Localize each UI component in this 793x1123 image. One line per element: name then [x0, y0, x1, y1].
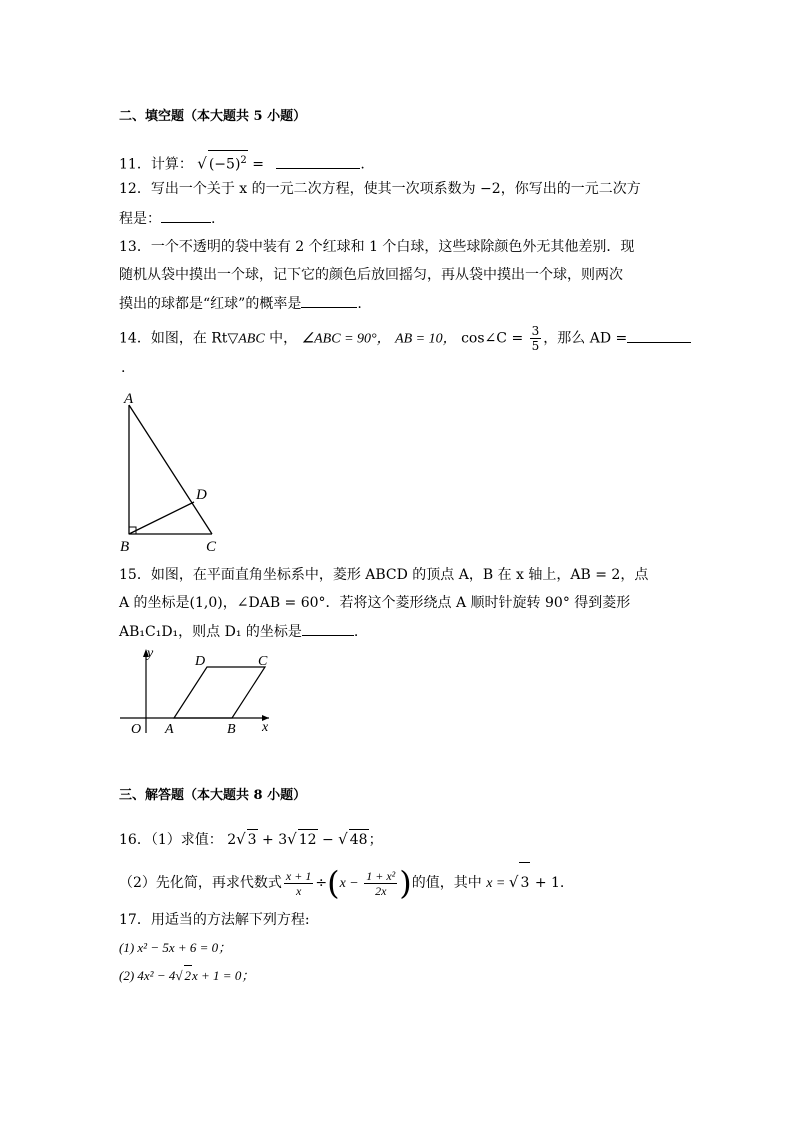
q11-radicand-text: (−5)	[208, 156, 241, 173]
q16-f2-den: 2x	[375, 883, 387, 898]
figure-14-triangle	[117, 387, 227, 557]
q14-cos: cos∠C =	[461, 330, 528, 347]
q16-plus-3: + 3	[257, 832, 288, 848]
q16-p2-mid: 的值，其中	[411, 875, 482, 891]
q16-minus: −	[317, 832, 339, 848]
section-heading-fill-in: 二、填空题（本大题共 5 小题）	[119, 109, 307, 124]
q16-f1-den: x	[295, 883, 302, 898]
sqrt-symbol: √	[508, 873, 519, 891]
q17-p2-a: (2) 4x² − 4	[119, 968, 176, 983]
q14-frac-den: 5	[531, 339, 540, 353]
left-paren: (	[327, 864, 340, 902]
q16-p2-end: .	[559, 875, 565, 891]
q17-sqrt-2: 2	[184, 965, 193, 986]
q14-suffix: ，那么 AD =	[543, 330, 628, 347]
q16-sqrt-3b: 3	[519, 862, 530, 903]
sqrt-symbol: √	[236, 830, 246, 848]
question-14	[119, 324, 691, 353]
question-12-line2	[119, 208, 215, 229]
q11-exponent: 2	[240, 155, 247, 166]
q14-dot: .	[121, 360, 126, 376]
figure-15-rhombus	[117, 645, 277, 740]
sqrt-symbol: √	[338, 830, 348, 848]
segment-bd	[129, 502, 194, 534]
label-y: y	[147, 646, 154, 661]
q15-prefix: AB₁C₁D₁，则点 D₁ 的坐标是	[119, 624, 302, 640]
question-15-line1: 15．如图，在平面直角坐标系中，菱形 ABCD 的顶点 A，B 在 x 轴上，AB = 2，点	[119, 567, 649, 583]
label-c: C	[258, 654, 268, 669]
q11-prefix: 11．计算：	[119, 156, 193, 173]
q13-prefix: 摸出的球都是“红球”的概率是	[119, 296, 302, 312]
side-ac	[129, 405, 212, 534]
q14-angle: ∠ABC = 90°，	[301, 331, 391, 347]
question-15-line2: A 的坐标是(1,0)，∠DAB = 60°．若将这个菱形绕点 A 顺时针旋转 90° 得到菱形	[119, 595, 631, 611]
q13-end: .	[357, 296, 362, 312]
triangle-symbol: ▽	[227, 330, 239, 347]
q14-prefix: 14．如图，在 Rt	[119, 330, 228, 347]
label-d: D	[195, 654, 206, 669]
question-16-part2	[119, 862, 564, 902]
question-17-title: 17．用适当的方法解下列方程:	[119, 912, 310, 928]
sqrt-symbol: √	[287, 830, 297, 848]
q16-fraction-2	[364, 869, 397, 898]
q11-radicand	[208, 150, 248, 175]
label-b: B	[120, 539, 130, 555]
q16-sqrt-12: 12	[298, 829, 318, 850]
q16-sqrt-48: 48	[349, 829, 369, 850]
label-b: B	[227, 722, 236, 737]
q11-equals: =	[252, 156, 269, 173]
q16-sqrt-3: 3	[247, 829, 258, 850]
q14-triangle-name: ABC	[238, 331, 265, 347]
q12-end: .	[211, 211, 216, 227]
answer-blank-11[interactable]	[276, 154, 360, 169]
q14-frac-num: 3	[531, 324, 540, 338]
rhombus-abcd	[174, 667, 265, 718]
question-15-line3	[119, 621, 358, 642]
section-heading-solutions: 三、解答题（本大题共 8 小题）	[119, 788, 307, 803]
q11-end: .	[360, 156, 365, 173]
label-a: A	[124, 391, 134, 407]
answer-blank-14[interactable]	[627, 328, 691, 343]
answer-blank-15[interactable]	[302, 621, 354, 636]
q16-divide: ÷	[315, 875, 328, 891]
q16-f2-num: 1 + x²	[366, 868, 396, 883]
q12-prefix: 程是：	[119, 211, 161, 227]
q16-x-minus: x −	[339, 876, 363, 891]
q16-fraction-1	[284, 869, 313, 898]
label-x: x	[262, 720, 269, 735]
question-13-line1: 13．一个不透明的袋中装有 2 个红球和 1 个白球，这些球除颜色外无其他差别．现	[119, 239, 635, 255]
question-17-part2	[119, 965, 254, 986]
answer-blank-12[interactable]	[161, 208, 211, 223]
sqrt-symbol: √	[197, 154, 207, 173]
question-13-line2: 随机从袋中摸出一个球，记下它的颜色后放回摇匀，再从袋中摸出一个球，则两次	[119, 267, 623, 283]
question-12-line1: 12．写出一个关于 x 的一元二次方程，使其一次项系数为 −2，你写出的一元二次方	[119, 181, 641, 197]
q16-p2-prefix: （2）先化简，再求代数式	[119, 875, 282, 891]
question-13-line3	[119, 293, 362, 314]
right-paren: )	[399, 864, 412, 902]
label-a: A	[165, 722, 174, 737]
q14-fraction	[530, 324, 542, 353]
q16-f1-num: x + 1	[285, 868, 312, 883]
question-16-part1	[119, 829, 383, 850]
answer-blank-13[interactable]	[301, 293, 357, 308]
q16-p1-end: ；	[368, 832, 383, 848]
label-c: C	[206, 539, 217, 555]
q16-x-eq: x =	[486, 876, 509, 891]
label-d: D	[196, 487, 207, 503]
q16-plus-1: + 1	[530, 875, 560, 891]
label-o: O	[131, 722, 142, 737]
question-17-part1: (1) x² − 5x + 6 = 0；	[119, 940, 232, 955]
question-11	[119, 150, 365, 175]
q17-p2-b: x + 1 = 0；	[192, 968, 255, 983]
q14-ab: AB = 10，	[395, 331, 457, 347]
q15-end: .	[353, 624, 359, 640]
q16-coef-2: 2	[227, 832, 237, 848]
q16-p1-prefix: 16．（1）求值：	[119, 832, 223, 848]
q14-mid: 中，	[264, 330, 298, 347]
sqrt-symbol: √	[175, 968, 183, 983]
